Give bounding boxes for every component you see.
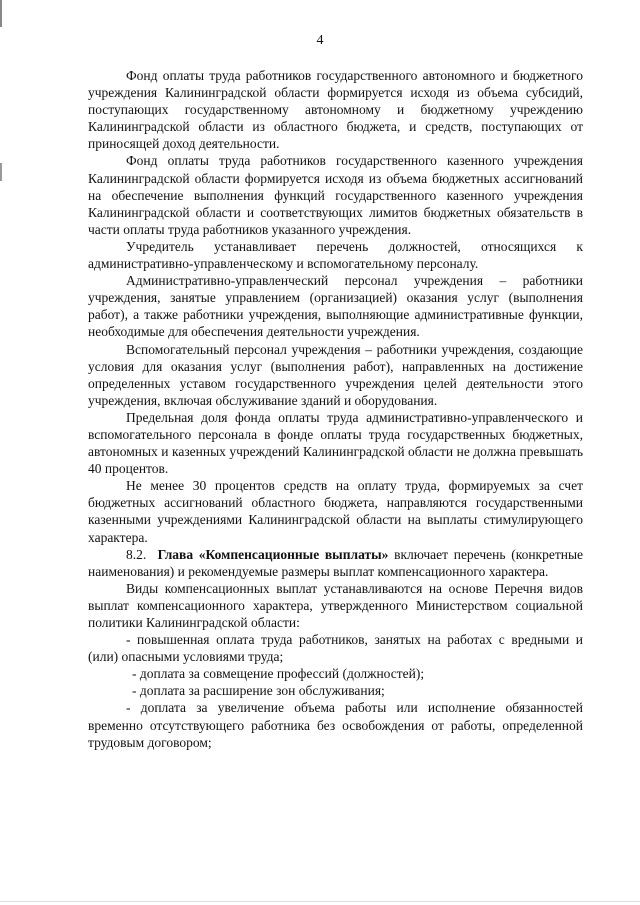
paragraph-support-staff: Вспомогательный персонал учреждения – работники учреждения, создающие условия для оказания услуг (выполнения работ), направленных на достижение определенных уставом государственного учреждения целей деятельности этого учреждения, включая обслуживание зданий и оборудования. <box>88 341 583 408</box>
paragraph-founder-list: Учредитель устанавливает перечень должностей, относящихся к административно-управленческому и вспомогательному персоналу. <box>88 238 583 272</box>
scan-left-edge <box>0 0 2 905</box>
paragraph-compensation-types: Виды компенсационных выплат устанавливаются на основе Перечня видов выплат компенсационного характера, утвержденного Министерством социальной политики Калининградской области: <box>88 580 583 630</box>
list-item-hazardous: - повышенная оплата труда работников, занятых на работах с вредными и (или) опасными условиями труда; <box>88 632 583 665</box>
list-item-combination: - доплата за совмещение профессий (должностей); <box>132 666 425 682</box>
paragraph-fund-state-institution: Фонд оплаты труда работников государственного казенного учреждения Калининградской области формируется исходя из объема бюджетных ассигнований на обеспечение выполнения функций государственного казенного учреждения Калининградской области и соответствующих лимитов бюджетных обязательств в части оплаты труда работников указанного учреждения. <box>88 153 583 237</box>
paragraph-admin-staff: Административно-управленческий персонал учреждения – работники учреждения, занятые управлением (организацией) оказания услуг (выполнения работ), а также работники учреждения, выполняющие административные функции, необходимые для обеспечения деятельности учреждения. <box>88 273 583 340</box>
paragraph-max-share: Предельная доля фонда оплаты труда административно-управленческого и вспомогательного персонала в фонде оплаты труда государственных бюджетных, автономных и казенных учреждений Калининградской области не должна превышать 40 процентов. <box>88 409 583 477</box>
paragraph-incentive-funds: Не менее 30 процентов средств на оплату труда, формируемых за счет бюджетных ассигнований областного бюджета, направляются государственными казенными учреждениями Калининградской области на выплаты стимулирующего характера. <box>88 478 583 545</box>
list-item-zones: - доплата за расширение зон обслуживания; <box>132 683 385 699</box>
paragraph-fund-autonomous: Фонд оплаты труда работников государственного автономного и бюджетного учреждения Калининградской области формируется исходя из объема субсидий, поступающих государственному автономному и бюджетному учреждению Калининградской области из областного бюджета, и средств, поступающих от приносящей доход деятельности. <box>88 68 583 152</box>
section-number: 8.2. <box>126 546 147 562</box>
scan-bottom-edge <box>0 898 640 905</box>
section-heading: Глава «Компенсационные выплаты» <box>157 546 389 562</box>
section-text: включает перечень (конкретные наименования) и рекомендуемые размеры выплат компенсационного характера. <box>88 546 584 579</box>
section-8-2 <box>88 546 583 580</box>
page-number: 4 <box>316 33 324 48</box>
list-item-extra-work: - доплата за увеличение объема работы или исполнение обязанностей временно отсутствующего работника без освобождения от работы, определенной трудовым договором; <box>88 700 583 750</box>
document-body <box>88 67 583 751</box>
